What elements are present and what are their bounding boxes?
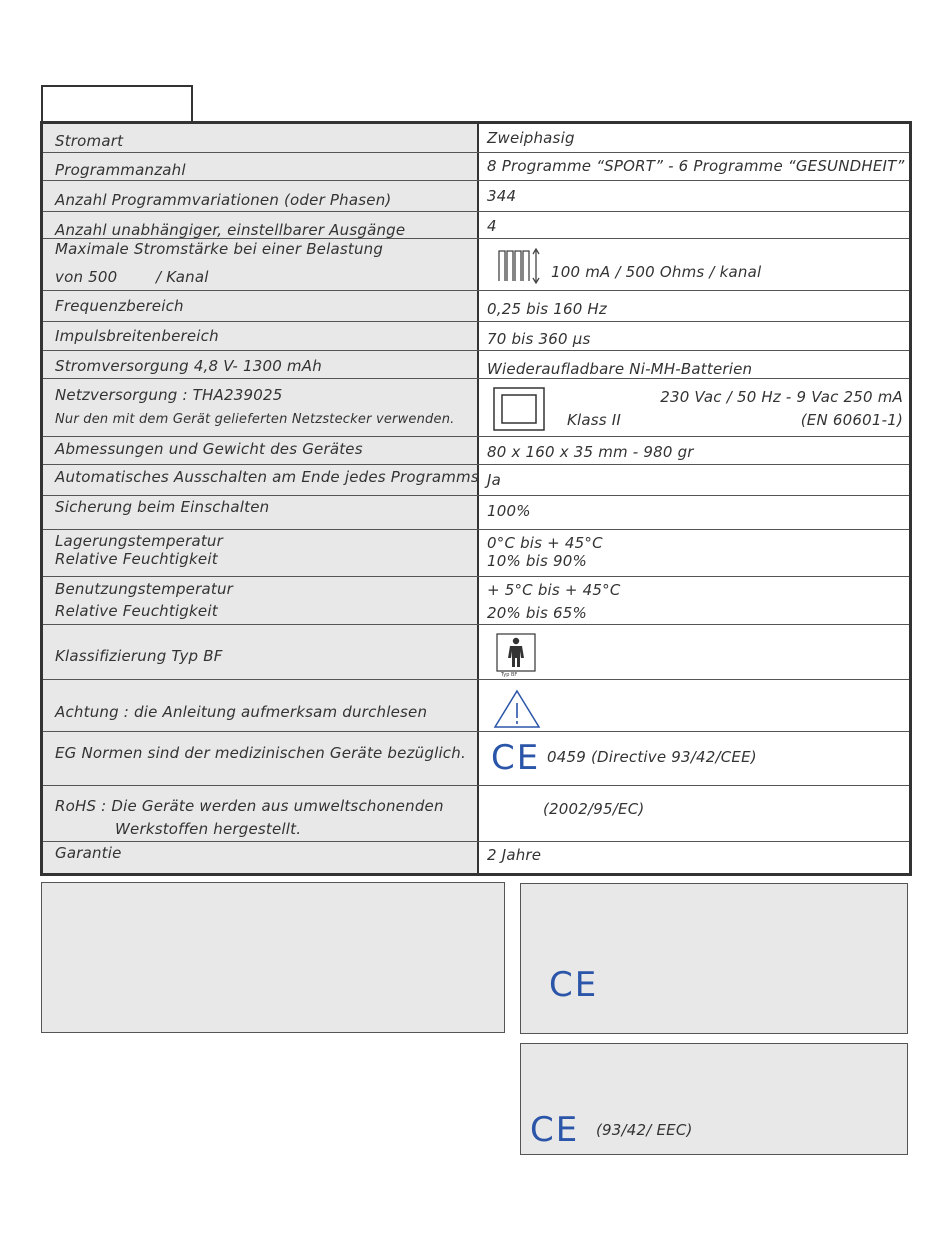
row-value: 8 Programme “SPORT” - 6 Programme “GESUNDHEIT” xyxy=(487,157,905,175)
table-row xyxy=(43,351,909,379)
row-label: Anzahl unabhängiger, einstellbarer Ausgänge xyxy=(55,221,406,239)
row-label: Klassifizierung Typ BF xyxy=(55,647,223,665)
type-bf-icon xyxy=(496,633,536,677)
table-row xyxy=(43,379,909,437)
warning-triangle-icon xyxy=(493,689,541,729)
row-value-line2: 10% bis 90% xyxy=(487,552,587,570)
right-ce-box xyxy=(520,883,908,1034)
ce-mark-icon: CE xyxy=(530,1110,580,1150)
row-value: 100 mA / 500 Ohms / kanal xyxy=(551,263,762,281)
class-ii-icon xyxy=(493,387,545,431)
waveform-icon xyxy=(497,247,541,285)
row-label: Stromart xyxy=(55,132,124,150)
row-label-line2: Nur den mit dem Gerät gelieferten Netzstecker verwenden. xyxy=(55,412,455,427)
table-row xyxy=(43,322,909,351)
table-row xyxy=(43,212,909,239)
row-value-line1: + 5°C bis + 45°C xyxy=(487,581,621,599)
table-row xyxy=(43,465,909,496)
row-label: EG Normen sind der medizinischen Geräte bezüglich. xyxy=(55,744,466,762)
row-label-line1: Netzversorgung : THA239025 xyxy=(55,386,283,404)
row-label-line2b: / Kanal xyxy=(156,268,209,286)
row-value: (2002/95/EC) xyxy=(543,800,645,818)
row-value: 2 Jahre xyxy=(487,846,542,864)
table-row xyxy=(43,732,909,786)
table-row xyxy=(43,680,909,732)
row-label: Abmessungen und Gewicht des Gerätes xyxy=(55,440,363,458)
table-row xyxy=(43,530,909,577)
table-row xyxy=(43,239,909,291)
table-row xyxy=(43,153,909,181)
type-bf-caption: Typ BF xyxy=(501,672,518,678)
row-value: Ja xyxy=(487,471,502,489)
table-row xyxy=(43,786,909,842)
row-label: Impulsbreitenbereich xyxy=(55,327,219,345)
row-label-line1: Lagerungstemperatur xyxy=(55,532,224,550)
row-value-line1: 0°C bis + 45°C xyxy=(487,534,603,552)
row-label-line1: Maximale Stromstärke bei einer Belastung xyxy=(55,240,384,258)
row-label-line2: Relative Feuchtigkeit xyxy=(55,550,218,568)
row-value: 80 x 160 x 35 mm - 980 gr xyxy=(487,443,694,461)
row-label-line2: Relative Feuchtigkeit xyxy=(55,602,218,620)
row-value-line2b: (EN 60601-1) xyxy=(800,411,903,429)
header-tab xyxy=(41,85,193,123)
row-value: 0,25 bis 160 Hz xyxy=(487,300,607,318)
table-row xyxy=(43,577,909,625)
row-value: 70 bis 360 µs xyxy=(487,330,591,348)
ce-mark-icon: CE xyxy=(549,965,599,1005)
row-label: Programmanzahl xyxy=(55,161,186,179)
table-row xyxy=(43,291,909,322)
row-value: 4 xyxy=(487,217,497,235)
row-value: 100% xyxy=(487,502,531,520)
row-value: Wiederaufladbare Ni-MH-Batterien xyxy=(487,360,753,378)
spec-table xyxy=(40,121,912,876)
directive-value: (93/42/ EEC) xyxy=(596,1121,693,1139)
row-label-line1: Benutzungstemperatur xyxy=(55,580,234,598)
row-label: Garantie xyxy=(55,844,122,862)
row-value-line1: 230 Vac / 50 Hz - 9 Vac 250 mA xyxy=(660,388,903,406)
table-row xyxy=(43,842,909,873)
row-value-line2: 20% bis 65% xyxy=(487,604,587,622)
row-value: 344 xyxy=(487,187,517,205)
row-label-line2: Werkstoffen hergestellt. xyxy=(115,820,302,838)
row-value-line2a: Klass II xyxy=(567,411,622,429)
table-row xyxy=(43,437,909,465)
left-info-box xyxy=(41,882,505,1033)
row-value: Zweiphasig xyxy=(487,129,575,147)
row-label: Anzahl Programmvariationen (oder Phasen) xyxy=(55,191,392,209)
row-label-line2: von 500 xyxy=(55,268,118,286)
row-label: Achtung : die Anleitung aufmerksam durchlesen xyxy=(55,703,428,721)
row-label: Sicherung beim Einschalten xyxy=(55,498,270,516)
row-label: Stromversorgung 4,8 V- 1300 mAh xyxy=(55,357,322,375)
row-value: 0459 (Directive 93/42/CEE) xyxy=(547,748,757,766)
table-row xyxy=(43,181,909,212)
row-label: Automatisches Ausschalten am Ende jedes Programms xyxy=(55,468,479,486)
table-row xyxy=(43,625,909,680)
row-label-line1: RoHS : Die Geräte werden aus umweltschonenden xyxy=(55,797,444,815)
ce-mark-icon: CE xyxy=(491,738,541,778)
bottom-ce-box xyxy=(520,1043,908,1155)
row-label: Frequenzbereich xyxy=(55,297,184,315)
table-row xyxy=(43,124,909,153)
table-row xyxy=(43,496,909,530)
